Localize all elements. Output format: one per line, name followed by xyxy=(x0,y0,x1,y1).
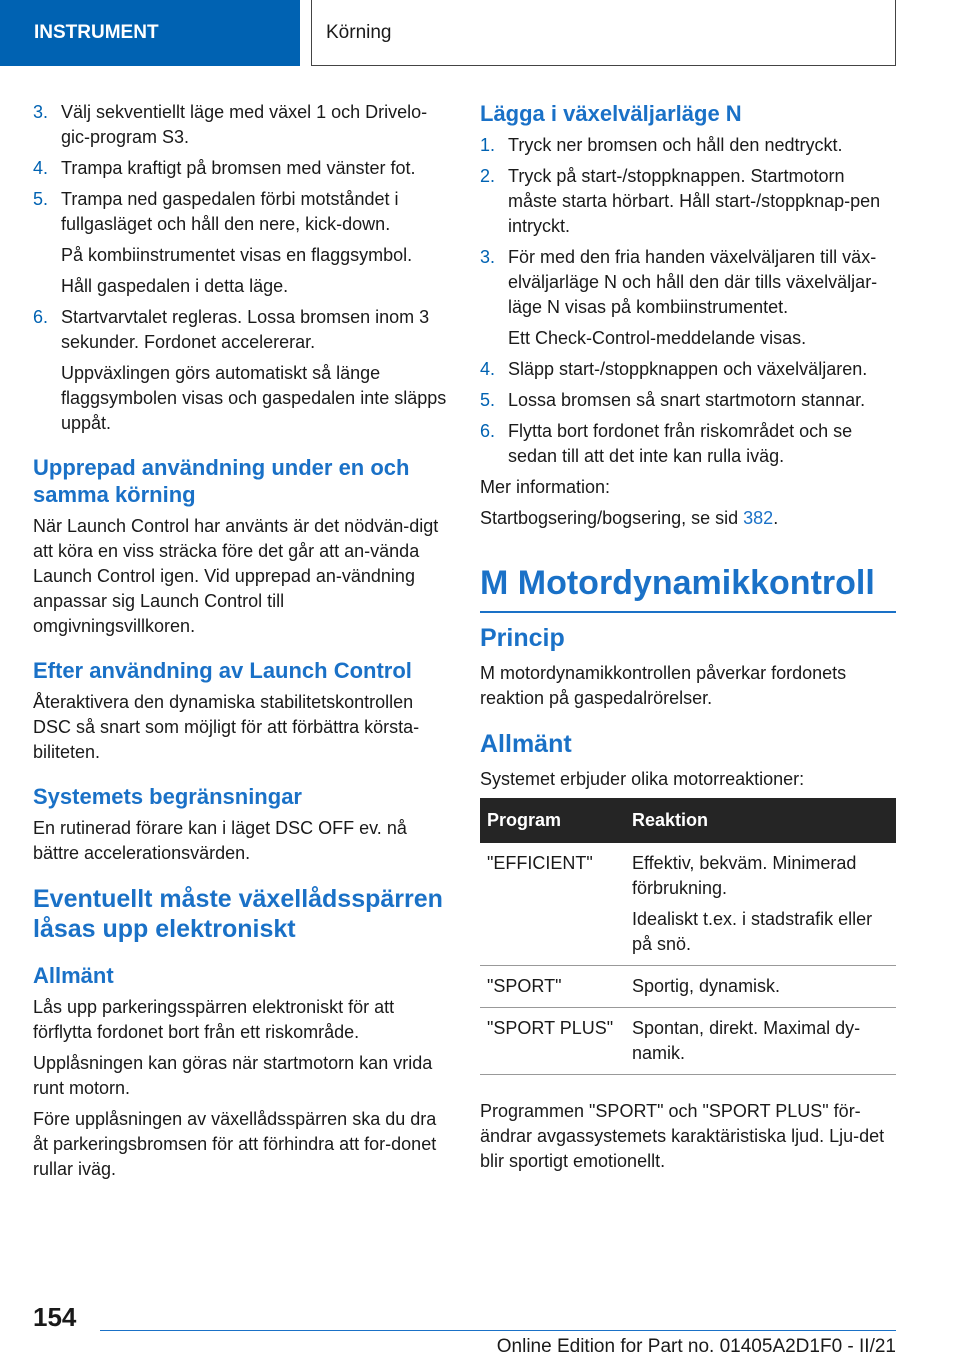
column-header-program: Program xyxy=(480,798,625,843)
page-header xyxy=(0,0,960,66)
section-tab: Körning xyxy=(311,0,896,66)
heading-general: Allmänt xyxy=(33,963,114,988)
right-column xyxy=(480,100,896,1180)
cross-reference: Startbogsering/bogsering, se sid 382. xyxy=(480,508,779,528)
chapter-tab: INSTRUMENT xyxy=(0,0,300,66)
step-2: 2. Tryck på start-/stoppknappen. Startmotorn måste starta hörbart. Håll start-/stoppknap-pen intryckt. xyxy=(480,166,881,236)
heading-system-limits: Systemets begränsningar xyxy=(33,784,302,809)
step-6: 6. Flytta bort fordonet från riskområdet och se sedan till att det inte kan rulla iväg. xyxy=(480,421,853,466)
step-3-note: Ett Check-Control-meddelande visas. xyxy=(508,328,807,348)
more-info-label: Mer information: xyxy=(480,477,611,497)
table-row xyxy=(480,1008,896,1075)
step-3: 3. För med den fria handen växelväljaren till väx-elväljarläge N och håll den där tills växelväljar-läge N visas på kombiinstrumentet. xyxy=(480,247,878,317)
step-5: 5. Trampa ned gaspedalen förbi motståndet i fullgasläget och håll den nere, kick-down. xyxy=(33,189,399,234)
program-cell: "SPORT" xyxy=(480,966,625,1008)
paragraph: M motordynamikkontrollen påverkar fordonets reaktion på gaspedalrörelser. xyxy=(480,663,847,708)
page-link[interactable]: 382 xyxy=(743,508,774,528)
paragraph: Programmen "SPORT" och "SPORT PLUS" för-ändrar avgassystemets karaktäristiska ljud. Lju-det blir sportigt emotionellt. xyxy=(480,1101,885,1171)
paragraph: En rutinerad förare kan i läget DSC OFF ev. nå bättre accelerationsvärden. xyxy=(33,818,407,863)
left-column xyxy=(33,100,449,1188)
program-cell: "EFFICIENT" xyxy=(480,843,625,966)
table-header-row xyxy=(480,798,896,843)
heading-neutral: Lägga i växelväljarläge N xyxy=(480,101,742,126)
step-5: 5. Lossa bromsen så snart startmotorn stannar. xyxy=(480,390,866,410)
paragraph: Systemet erbjuder olika motorreaktioner: xyxy=(480,769,805,789)
step-3: 3. Välj sekventiellt läge med växel 1 och Drivelo-gic-program S3. xyxy=(33,102,428,147)
table-row xyxy=(480,966,896,1008)
step-5-note: Håll gaspedalen i detta läge. xyxy=(61,276,289,296)
step-6-note: Uppväxlingen görs automatiskt så länge flaggsymbolen visas och gaspedalen inte släpps uppåt. xyxy=(61,363,447,433)
step-5-note: På kombiinstrumentet visas en flaggsymbol. xyxy=(61,245,413,265)
column-header-reaction: Reaktion xyxy=(625,798,896,843)
paragraph: Återaktivera den dynamiska stabilitetskontrollen DSC så snart som möjligt för att förbättra körsta-biliteten. xyxy=(33,692,420,762)
heading-m-motordynamikkontroll: M Motordynamikkontroll xyxy=(480,561,896,613)
heading-repeated-use: Upprepad användning under en och samma körning xyxy=(33,455,410,507)
paragraph: Före upplåsningen av växellådsspärren ska du dra åt parkeringsbromsen för att förhindra att for-donet rullar iväg. xyxy=(33,1109,437,1179)
paragraph: Upplåsningen kan göras när startmotorn kan vrida runt motorn. xyxy=(33,1053,433,1098)
page-number: 154 xyxy=(33,1302,77,1332)
step-4: 4. Släpp start-/stoppknappen och växelväljaren. xyxy=(480,359,868,379)
heading-unlock-electronically: Eventuellt måste växellådsspärren låsas upp elektroniskt xyxy=(33,885,443,943)
heading-general: Allmänt xyxy=(480,730,572,758)
paragraph: När Launch Control har använts är det nödvän-digt att köra en viss sträcka före det går att an-vända Launch Control igen. Vid upprepad an-vändning anpassar sig Launch Control till omgivningsvillkoren. xyxy=(33,516,439,636)
step-6: 6. Startvarvtalet regleras. Lossa bromsen inom 3 sekunder. Fordonet accelererar. xyxy=(33,307,430,352)
step-1: 1. Tryck ner bromsen och håll den nedtryckt. xyxy=(480,135,843,155)
step-4: 4. Trampa kraftigt på bromsen med vänster fot. xyxy=(33,158,416,178)
reaction-cell: Effektiv, bekväm. Minimerad förbrukning. Idealiskt t.ex. i stadstrafik eller på snö. xyxy=(625,843,896,966)
paragraph: Lås upp parkeringsspärren elektroniskt för att förflytta fordonet bort från ett riskområde. xyxy=(33,997,395,1042)
footer-divider xyxy=(100,1330,896,1331)
reaction-cell: Spontan, direkt. Maximal dy-namik. xyxy=(625,1008,896,1075)
program-table xyxy=(480,798,896,1075)
heading-principle: Princip xyxy=(480,624,565,652)
table-row xyxy=(480,843,896,966)
edition-note: Online Edition for Part no. 01405A2D1F0 - II/21 xyxy=(496,1336,896,1357)
program-cell: "SPORT PLUS" xyxy=(480,1008,625,1075)
reaction-cell: Sportig, dynamisk. xyxy=(625,966,896,1008)
heading-after-use: Efter användning av Launch Control xyxy=(33,658,412,683)
